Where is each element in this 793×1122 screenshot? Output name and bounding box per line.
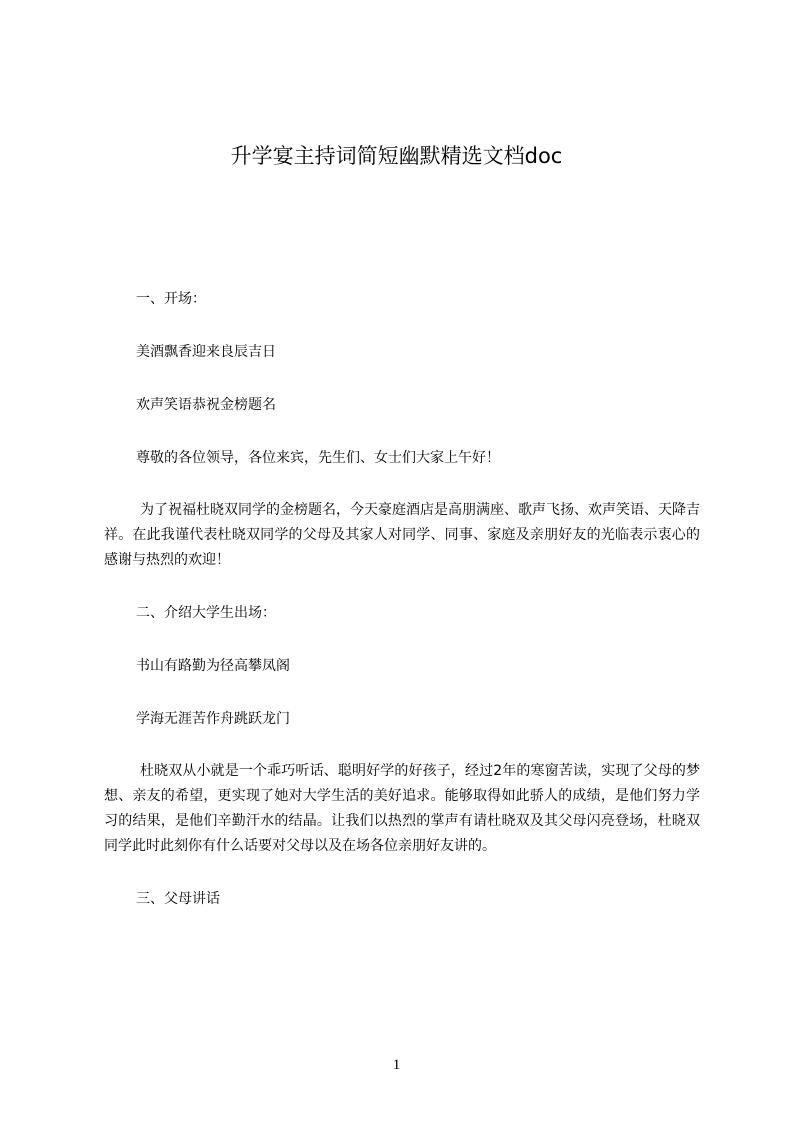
page-number: 1 bbox=[392, 1057, 401, 1073]
couplet-line: 书山有路勤为径高攀凤阁 bbox=[136, 658, 290, 674]
document-body bbox=[104, 286, 700, 939]
couplet-line: 欢声笑语恭祝金榜题名 bbox=[136, 397, 276, 413]
greeting-paragraph: 尊敬的各位领导，各位来宾，先生们、女士们大家上午好！ bbox=[136, 450, 500, 466]
section-heading-opening: 一、开场： bbox=[136, 291, 206, 307]
couplet-line: 学海无涯苦作舟跳跃龙门 bbox=[136, 711, 290, 727]
body-paragraph: 为了祝福杜晓双同学的金榜题名，今天豪庭酒店是高朋满座、歌声飞扬、欢声笑语、天降吉祥。在此我谨代表杜晓双同学的父母及其家人对同学、同事、家庭及亲朋好友的光临表示衷心的感谢与热烈的欢迎！ bbox=[104, 502, 700, 568]
section-heading-student-intro: 二、介绍大学生出场： bbox=[136, 605, 276, 621]
section-heading-parents-speech: 三、父母讲话 bbox=[136, 891, 220, 907]
document-title: 升学宴主持词简短幽默精选文档doc bbox=[230, 144, 563, 168]
body-paragraph: 杜晓双从小就是一个乖巧听话、聪明好学的好孩子，经过2年的寒窗苦读，实现了父母的梦想、亲友的希望，更实现了她对大学生活的美好追求。能够取得如此骄人的成绩，是他们努力学习的结果，是他们辛勤汗水的结晶。让我们以热烈的掌声有请杜晓双及其父母闪亮登场，杜晓双同学此时此刻你有什么话要对父母以及在场各位亲朋好友讲的。 bbox=[104, 763, 700, 854]
couplet-line: 美酒飘香迎来良辰吉日 bbox=[136, 344, 276, 360]
